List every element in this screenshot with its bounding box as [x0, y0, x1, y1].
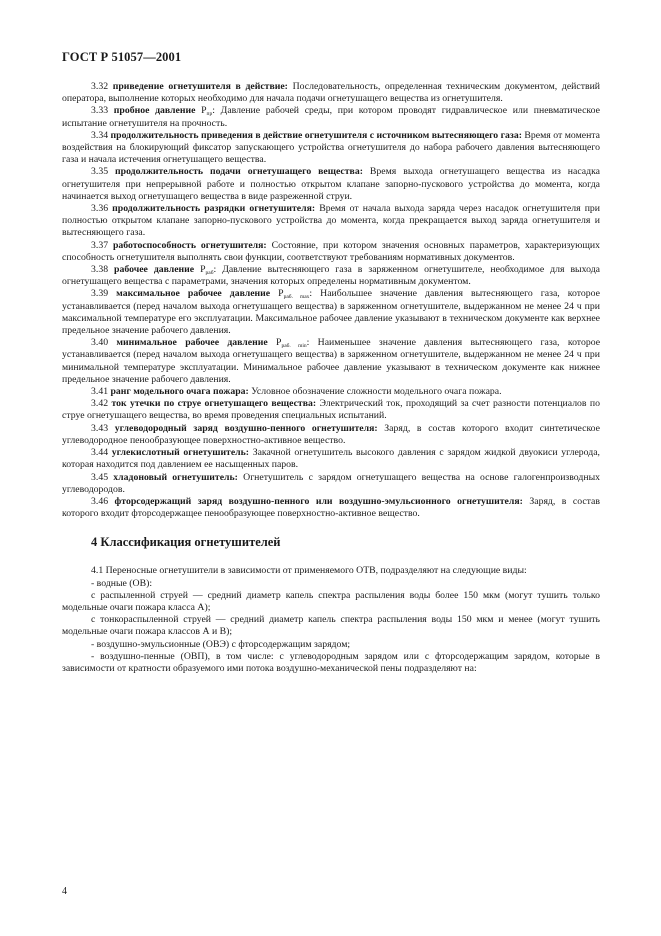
definition-number: 3.43 [91, 422, 109, 434]
symbol-subscript: раб. min [281, 343, 307, 350]
definition-text: Условное обозначение сложности модельного очага пожара. [248, 386, 502, 398]
definition-number: 3.46 [91, 495, 109, 507]
definition-item [62, 240, 600, 264]
definition-text: Время от момента воздействия на блокирующий фиксатор запускающего устройства огнетушителя до набора рабочего давления вытесняющего газа и начала истечения огнетушащего вещества. [62, 129, 600, 166]
definition-number: 3.39 [91, 288, 109, 300]
definition-term: работоспособность огнетушителя: [113, 239, 267, 251]
definition-term: продолжительность разрядки огнетушителя: [112, 203, 316, 215]
definition-item [62, 447, 600, 471]
definition-text: : Давление рабочей среды, при котором проводят гидравлическое или пневматическое испытание огнетушителя на прочность. [62, 105, 600, 129]
paragraph: с тонкораспыленной струей — средний диаметр капель спектра распыления воды 150 мкм и менее (могут тушить модельные очаги пожара классов А и В); [62, 614, 600, 638]
definition-term: рабочее давление [114, 264, 195, 276]
definition-number: 3.40 [91, 337, 109, 349]
page-number: 4 [62, 886, 67, 897]
definition-item [62, 337, 600, 386]
definition-number: 3.38 [91, 264, 109, 276]
definition-item [62, 105, 600, 129]
list-item: - воздушно-эмульсионные (ОВЭ) с фторсодержащим зарядом; [91, 638, 351, 650]
symbol-subscript: пр [206, 111, 213, 118]
section-4-body [62, 565, 600, 675]
definition-term: ток утечки по струе огнетушащего вещества: [111, 398, 317, 410]
definition-item [62, 386, 600, 398]
definition-term: продолжительность подачи огнетушащего вещества: [115, 166, 363, 178]
definition-text: Заряд, в состав которого входит синтетическое углеводородное пенообразующее поверхностно-активное вещество. [62, 422, 601, 446]
definition-item [62, 166, 600, 203]
definition-term: минимальное рабочее давление [116, 337, 268, 349]
definition-term: пробное давление [113, 105, 196, 117]
definition-text: : Наибольшее значение давления вытесняющего газа, которое устанавливается (перед началом выхода огнетушащего вещества) в заряженном огнетушителе, выдержанном не менее 24 ч при максимальной температуре его эксплуатации. Максимальное рабочее давление указывают в техническом документе как верхнее предельное значение рабочего давления. [62, 288, 600, 337]
definition-term: ранг модельного очага пожара: [110, 386, 249, 398]
definition-text: Состояние, при котором значения основных параметров, характеризующих способность огнетушителя выполнять свои функции, соответствуют требованиям нормативных документов. [62, 239, 601, 263]
definition-number: 3.35 [91, 166, 109, 178]
symbol: Р [270, 288, 284, 300]
definition-number: 3.44 [91, 447, 109, 459]
definition-term: фторсодержащий заряд воздушно-пенного или воздушно-эмульсионного огнетушителя: [114, 495, 523, 507]
symbol-subscript: раб [205, 270, 214, 277]
definition-item [62, 398, 600, 422]
section-heading: 4 Классификация огнетушителей [91, 535, 281, 550]
definition-text: : Давление вытесняющего газа в заряженном огнетушителе, необходимое для выхода огнетушащего вещества с параметрами, значения которых определены нормативным документом. [62, 264, 600, 288]
definition-number: 3.37 [91, 239, 109, 251]
list-item: - воздушно-пенные (ОВП), в том числе: с углеводородным зарядом или с фторсодержащим зарядом, которые в зависимости от кратности образуемого ими потока воздушно-механической пены подразделяют на: [62, 650, 600, 674]
symbol: Р [194, 264, 206, 276]
definition-text: Последовательность, определенная техническим документом, действий оператора, выполнение которых необходимо для начала подачи огнетушащего вещества из огнетушителя. [62, 81, 601, 105]
document-header: ГОСТ Р 51057—2001 [62, 50, 182, 64]
definition-item [62, 496, 600, 520]
definition-item [62, 264, 600, 288]
definition-item [62, 130, 600, 167]
definition-text: Огнетушитель с зарядом огнетушащего вещества на основе галогенпроизводных углеводородов. [62, 471, 600, 495]
definition-text: Время от начала выхода заряда через насадок огнетушителя при полностью открытом клапане запорно-пускового устройства до момента, когда прекращается выход заряда огнетушителя и вытесняющего газа. [62, 203, 600, 239]
definition-number: 3.33 [91, 105, 109, 117]
definition-text: Электрический ток, проходящий за счет разности потенциалов по струе огнетушащего вещества, во время проведения специальных испытаний. [62, 398, 600, 422]
definition-text: : Наименьшее значение давления вытесняющего газа, которое устанавливается (перед началом выхода огнетушащего вещества) в заряженном огнетушителе, выдержанном не менее 24 ч при минимальной температуре эксплуатации. Минимальное рабочее давление указывают в техническом документе как нижнее предельное значение рабочего давления. [62, 337, 601, 385]
definition-item [62, 81, 600, 105]
definition-number: 3.42 [91, 398, 109, 410]
definition-term: углекислотный огнетушитель: [111, 447, 250, 459]
page-body [62, 81, 600, 675]
definition-term: хладоновый огнетушитель: [113, 471, 238, 483]
definition-text: Закачной огнетушитель высокого давления с зарядом жидкой двуокиси углерода, которая находится под давлением ее насыщенных паров. [62, 447, 600, 471]
definition-number: 3.32 [91, 81, 109, 92]
definition-term: максимальное рабочее давление [116, 288, 271, 300]
list-item: - водные (ОВ): [91, 577, 153, 589]
symbol: Р [195, 105, 207, 117]
definition-number: 3.45 [91, 471, 109, 483]
definition-number: 3.41 [91, 386, 109, 398]
definition-item [62, 288, 600, 337]
definition-term: продолжительность приведения в действие огнетушителя с источником вытесняющего газа: [110, 129, 522, 141]
definition-term: углеводородный заряд воздушно-пенного огнетушителя: [114, 422, 378, 434]
definition-number: 3.36 [91, 203, 109, 215]
definition-item [62, 472, 600, 496]
definition-item [62, 423, 600, 447]
paragraph: 4.1 Переносные огнетушители в зависимости от применяемого ОТВ, подразделяют на следующие виды: [91, 565, 527, 577]
definition-term: приведение огнетушителя в действие: [112, 81, 288, 92]
definition-text: Время выхода огнетушащего вещества из насадка огнетушителя при непрерывной работе и полностью открытом клапане запорно-пускового устройства до момента, когда начинается выход огнетушащего вещества в виде разреженной струи. [62, 166, 600, 202]
paragraph: с распыленной струей — средний диаметр капель спектра распыления воды более 150 мкм (могут тушить только модельные очаги пожара класса А); [62, 589, 600, 613]
symbol-subscript: раб. max [283, 294, 310, 301]
symbol: Р [267, 337, 282, 349]
definition-text: Заряд, в состав которого входит фторсодержащее пенообразующее поверхностно-активное вещество. [62, 495, 600, 520]
definition-number: 3.34 [91, 129, 109, 141]
definitions-list [62, 81, 600, 520]
definition-item [62, 203, 600, 240]
